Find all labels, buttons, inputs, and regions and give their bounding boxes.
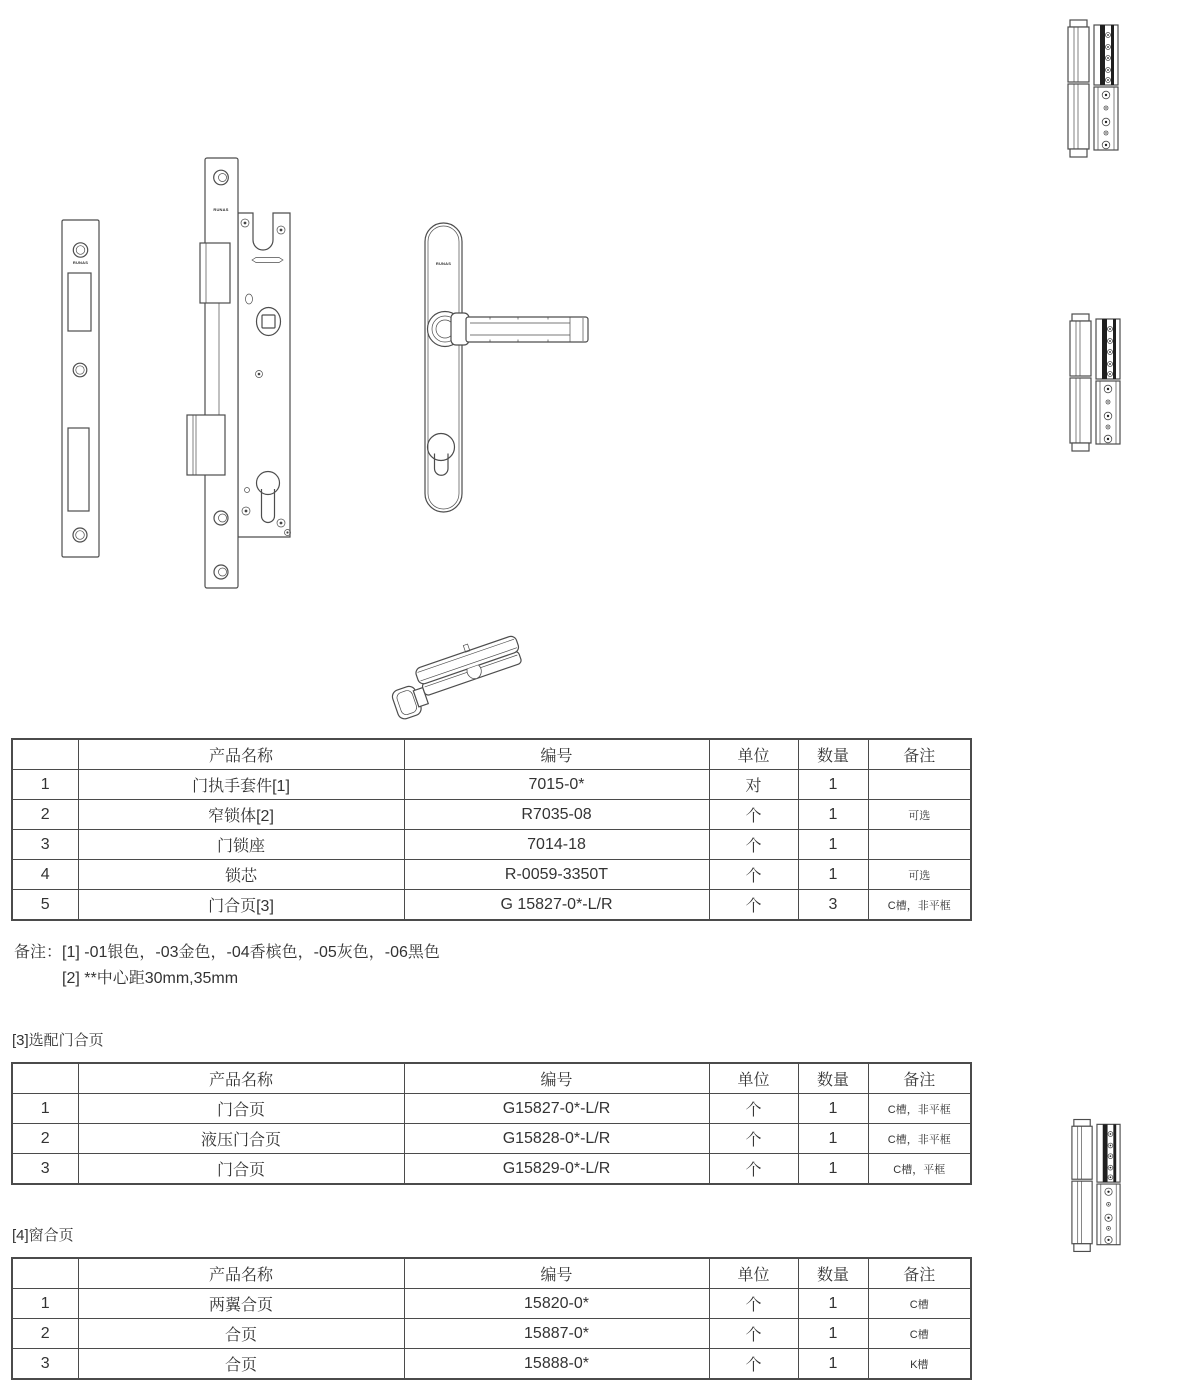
table-cell: 门执手套件[1]	[78, 770, 404, 800]
table-cell: 个	[709, 1319, 798, 1349]
table-cell: 个	[709, 1124, 798, 1154]
notes-label: 备注：	[14, 944, 63, 961]
column-header: 编号	[404, 739, 709, 770]
table-cell: C槽	[868, 1319, 971, 1349]
table-row	[12, 800, 971, 830]
table-cell: 1	[798, 1124, 868, 1154]
table-cell: G15829-0*-L/R	[404, 1154, 709, 1185]
table-row	[12, 860, 971, 890]
table-row	[12, 1349, 971, 1380]
door-hinge-table	[11, 1062, 972, 1185]
table-cell: C槽，平框	[868, 1154, 971, 1185]
column-header	[12, 739, 78, 770]
table-cell: 1	[798, 1094, 868, 1124]
door-hinge-section-title: [3]选配门合页	[12, 1032, 104, 1049]
window-hinge-section-title: [4]窗合页	[12, 1227, 74, 1244]
table-cell: 对	[709, 770, 798, 800]
table-cell: 1	[12, 1094, 78, 1124]
table-cell: 15887-0*	[404, 1319, 709, 1349]
column-header: 单位	[709, 1258, 798, 1289]
table-cell: G 15827-0*-L/R	[404, 890, 709, 921]
table-cell: 2	[12, 1319, 78, 1349]
table-cell: 门锁座	[78, 830, 404, 860]
parts-table-section	[11, 738, 972, 921]
table-cell: 个	[709, 860, 798, 890]
table-cell: 可选	[868, 800, 971, 830]
table-cell: 1	[798, 1154, 868, 1185]
table-cell: 1	[798, 800, 868, 830]
table-cell: 15888-0*	[404, 1349, 709, 1380]
column-header: 单位	[709, 739, 798, 770]
table-cell: 门合页	[78, 1094, 404, 1124]
column-header: 产品名称	[78, 739, 404, 770]
table-cell: 1	[798, 1319, 868, 1349]
table-cell: 1	[798, 860, 868, 890]
lock-cylinder-drawing	[368, 593, 533, 723]
table-cell: 门合页[3]	[78, 890, 404, 921]
table-cell: 1	[798, 1289, 868, 1319]
note-line-2: [2] **中心距30mm,35mm	[62, 970, 239, 987]
header-row	[12, 1063, 971, 1094]
column-header: 产品名称	[78, 1258, 404, 1289]
table-cell: 3	[798, 890, 868, 921]
column-header: 编号	[404, 1258, 709, 1289]
table-cell: C槽，非平框	[868, 1124, 971, 1154]
column-header: 数量	[798, 1258, 868, 1289]
table-cell: 个	[709, 830, 798, 860]
brand-mark: RUNAS	[72, 260, 89, 265]
column-header: 备注	[868, 739, 971, 770]
table-cell: 锁芯	[78, 860, 404, 890]
door-hinge-table-section	[11, 1062, 972, 1185]
column-header: 数量	[798, 739, 868, 770]
header-row	[12, 1258, 971, 1289]
table-cell: 1	[12, 1289, 78, 1319]
table-cell: 15820-0*	[404, 1289, 709, 1319]
table-cell: R-0059-3350T	[404, 860, 709, 890]
table-cell: 门合页	[78, 1154, 404, 1185]
table-cell: G15827-0*-L/R	[404, 1094, 709, 1124]
hinge-drawing-top	[1066, 18, 1120, 158]
window-hinge-table	[11, 1257, 972, 1380]
column-header: 数量	[798, 1063, 868, 1094]
table-row	[12, 1319, 971, 1349]
table-cell	[868, 830, 971, 860]
table-cell: 7015-0*	[404, 770, 709, 800]
header-row	[12, 739, 971, 770]
table-cell: C槽	[868, 1289, 971, 1319]
notes-block	[14, 940, 440, 992]
table-cell: 3	[12, 830, 78, 860]
column-header: 备注	[868, 1063, 971, 1094]
table-cell	[868, 770, 971, 800]
column-header	[12, 1063, 78, 1094]
column-header: 备注	[868, 1258, 971, 1289]
table-cell: 2	[12, 1124, 78, 1154]
table-cell: 3	[12, 1154, 78, 1185]
table-row	[12, 1124, 971, 1154]
table-cell: 合页	[78, 1349, 404, 1380]
table-cell: C槽，非平框	[868, 1094, 971, 1124]
table-cell: 个	[709, 1289, 798, 1319]
table-cell: 4	[12, 860, 78, 890]
table-cell: 5	[12, 890, 78, 921]
table-cell: 3	[12, 1349, 78, 1380]
table-cell: 1	[12, 770, 78, 800]
strike-plate-drawing	[58, 216, 102, 561]
table-row	[12, 1094, 971, 1124]
table-row	[12, 1289, 971, 1319]
table-row	[12, 770, 971, 800]
table-cell: 个	[709, 1094, 798, 1124]
table-cell: 个	[709, 890, 798, 921]
table-cell: 1	[798, 830, 868, 860]
table-cell: K槽	[868, 1349, 971, 1380]
column-header: 编号	[404, 1063, 709, 1094]
column-header: 产品名称	[78, 1063, 404, 1094]
table-cell: G15828-0*-L/R	[404, 1124, 709, 1154]
parts-table	[11, 738, 972, 921]
table-row	[12, 1154, 971, 1185]
table-row	[12, 890, 971, 921]
table-cell: 液压门合页	[78, 1124, 404, 1154]
note-line-1: [1] -01银色，-03金色，-04香槟色，-05灰色，-06黑色	[62, 944, 440, 961]
window-hinge-table-section	[11, 1257, 972, 1380]
table-cell: 1	[798, 770, 868, 800]
table-cell: C槽，非平框	[868, 890, 971, 921]
table-cell: 1	[798, 1349, 868, 1380]
table-cell: 两翼合页	[78, 1289, 404, 1319]
table-cell: 可选	[868, 860, 971, 890]
table-cell: 个	[709, 800, 798, 830]
table-cell: 个	[709, 1154, 798, 1185]
column-header	[12, 1258, 78, 1289]
table-cell: 窄锁体[2]	[78, 800, 404, 830]
lock-body-drawing	[185, 155, 295, 595]
hinge-drawing-bottom	[1070, 1117, 1122, 1253]
brand-mark: RUNAS	[213, 207, 229, 212]
table-cell: 合页	[78, 1319, 404, 1349]
table-cell: 2	[12, 800, 78, 830]
hinge-drawing-middle	[1068, 312, 1122, 452]
table-cell: 7014-18	[404, 830, 709, 860]
door-handle-drawing	[420, 218, 600, 518]
table-cell: R7035-08	[404, 800, 709, 830]
table-row	[12, 830, 971, 860]
column-header: 单位	[709, 1063, 798, 1094]
table-cell: 个	[709, 1349, 798, 1380]
brand-mark: RUNAS	[435, 261, 452, 266]
